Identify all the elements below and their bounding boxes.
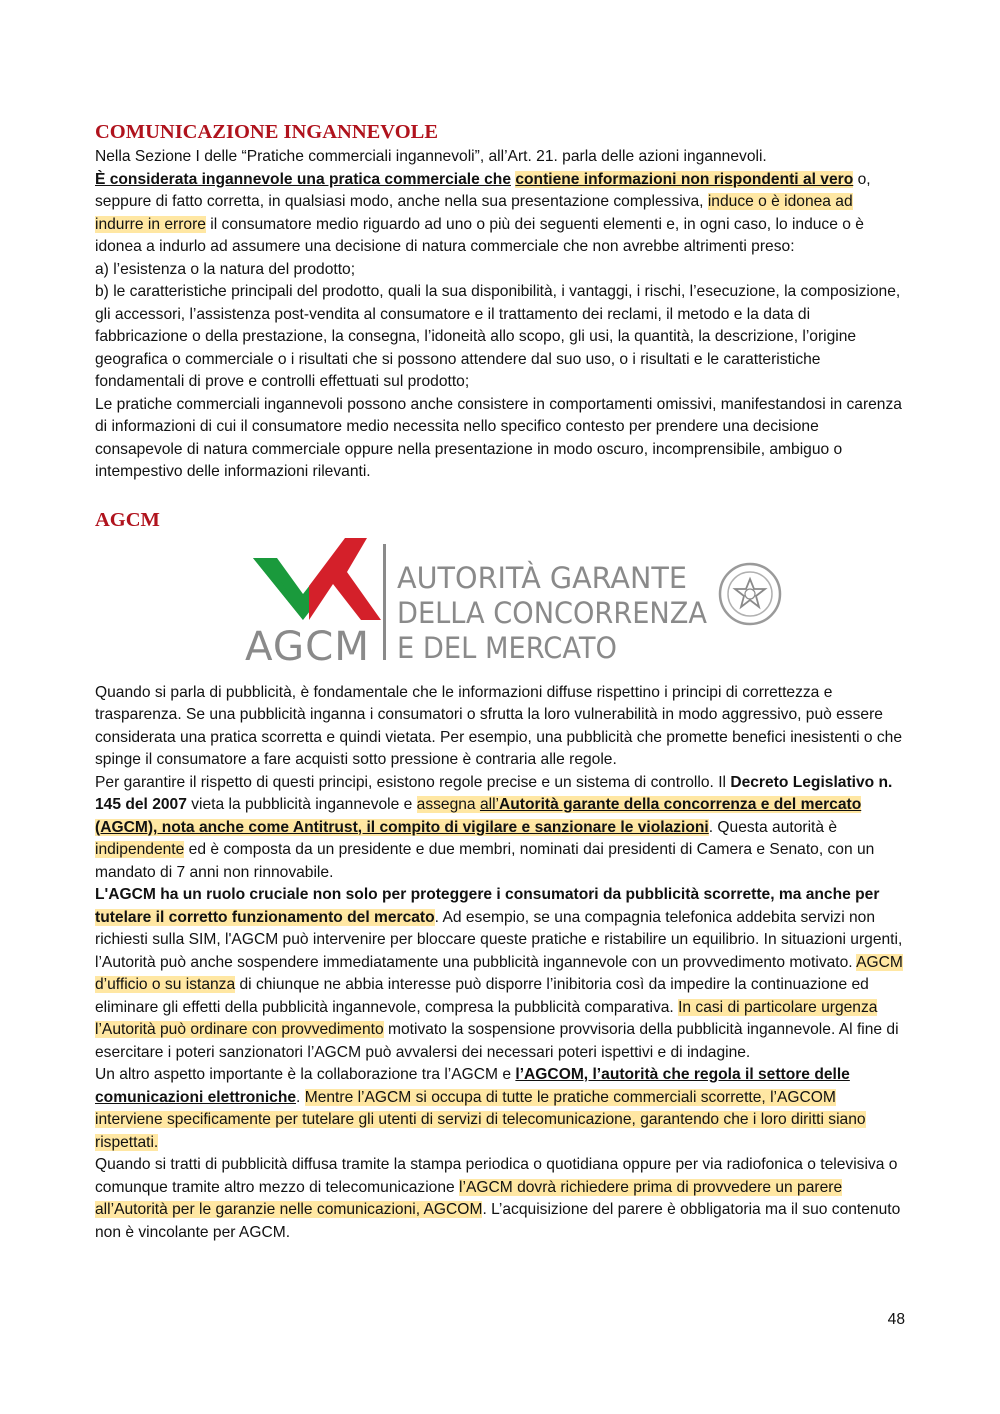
definition-text-1: o, seppure di fatto corretta, in qualsiasi modo, anche nella sua presentazione complessiva, xyxy=(95,170,871,210)
agcm-logo-graphic xyxy=(245,536,785,666)
agcom-definition: l’AGCOM, l’autorità che regola il settore delle comunicazioni elettroniche xyxy=(95,1066,850,1106)
highlight-misleading: induce o è idonea ad indurre in errore xyxy=(95,193,853,233)
opinion-paragraph: Quando si tratti di pubblicità diffusa tramite la stampa periodica o quotidiana oppure per via radiofonica o televisiva o comunque tramite altro mezzo di telecomunicazione l’AGCM dovrà richiedere prima di provvedere un parere all’Autorità per le garanzie nelle comunicazioni, AGCOM. L’acquisizione del parere è obbligatoria ma il suo contenuto non è vincolante per AGCM. xyxy=(95,1156,901,1241)
section-heading-agcm: AGCM xyxy=(95,508,160,531)
section-heading-comunicazione: COMUNICAZIONE INGANNEVOLE xyxy=(95,121,438,143)
page-number: 48 xyxy=(887,1311,905,1328)
definition-paragraph xyxy=(95,169,905,259)
agcom-paragraph: Un altro aspetto importante è la collaborazione tra l’AGCM e l’AGCOM, l’autorità che regola il settore delle comunicazioni elettroniche. Mentre l’AGCM si occupa di tutte le pratiche commerciali scorrette, l’AGCOM interviene specificamente per tutelare gli utenti di servizi di telecomunicazione, garantendo che i loro diritti siano rispettati. xyxy=(95,1066,866,1151)
decree-paragraph: Per garantire il rispetto di questi principi, esistono regole precise e un sistema di controllo. Il Decreto Legislativo n. 145 del 2007 vieta la pubblicità ingannevole e assegna all’Autorità garante della concorrenza e del mercato (AGCM), nota anche come Antitrust, il compito di vigilare e sanzionare le violazioni. Questa autorità è indipendente ed è composta da un presidente e due membri, nominati dai presidenti di Camera e Senato, con un mandato di 7 anni non rinnovabile. xyxy=(95,773,893,881)
highlight-ufficio: AGCM d’ufficio o su istanza xyxy=(95,953,903,993)
highlight-agcm-role: Autorità garante della concorrenza e del mercato (AGCM), nota anche come Antitrust, il compito di vigilare e sanzionare le violazioni xyxy=(95,796,862,836)
intro-paragraph: Nella Sezione I delle “Pratiche commerciali ingannevoli”, all’Art. 21. parla delle azioni ingannevoli. xyxy=(95,148,767,165)
definition-lead: È considerata ingannevole una pratica commerciale che xyxy=(95,170,511,188)
highlight-urgency: In casi di particolare urgenza l’Autorità può ordinare con provvedimento xyxy=(95,998,878,1038)
list-item-b: b) le caratteristiche principali del prodotto, quali la sua disponibilità, i vantaggi, i rischi, l’esecuzione, la composizione, gli accessori, l’assistenza post-vendita al consumatore e il trattamento dei reclami, il metodo e la data di fabbricazione o della prestazione, la consegna, l’idoneità allo scopo, gli usi, la quantità, la descrizione, l’origine geografica o commerciale o i risultati che si possono attendere dal suo uso, o i risultati e le caratteristiche fondamentali di prove e controlli effettuati sul prodotto; xyxy=(95,283,901,390)
logo-red-mark xyxy=(309,538,381,620)
highlight-agcom-role: Mentre l’AGCM si occupa di tutte le pratiche commerciali scorrette, l’AGCOM interviene specificamente per tutelare gli utenti di servizi di telecomunicazione, garantendo che i loro diritti siano rispettati. xyxy=(95,1088,866,1151)
definition-text-2: il consumatore medio riguardo ad uno o più dei seguenti elementi e, in ogni caso, lo induce o è idonea a indurlo ad assumere una decisione di natura commerciale che non avrebbe altrimenti preso: xyxy=(95,215,864,255)
advertising-paragraph: Quando si parla di pubblicità, è fondamentale che le informazioni diffuse rispettino i principi di correttezza e trasparenza. Se una pubblicità inganna i consumatori o sfrutta la loro vulnerabilità in modo aggressivo, può essere considerata una pratica scorretta e quindi vietata. Per esempio, una pubblicità che promette benefici inesistenti o che spinge il consumatore a fare acquisti sotto pressione è contraria alle regole. xyxy=(95,683,903,768)
highlight-assign: assegna xyxy=(416,796,480,813)
list-item-a: a) l’esistenza o la natura del prodotto; xyxy=(95,260,356,278)
logo-divider xyxy=(383,544,386,660)
highlight-false-info: contiene informazioni non rispondenti al vero xyxy=(515,170,854,188)
logo-line-1: AUTORITÀ GARANTE xyxy=(397,560,687,595)
highlight-independent: indipendente xyxy=(95,841,185,858)
logo-acronym: AGCM xyxy=(245,623,370,666)
agcm-role-paragraph: L'AGCM ha un ruolo cruciale non solo per proteggere i consumatori da pubblicità scorrette, ma anche per tutelare il corretto funzionamento del mercato. Ad esempio, se una compagnia telefonica addebita servizi non richiesti sulla SIM, l'AGCM può intervenire per bloccare queste pratiche e ristabilire un equilibrio. In situazioni urgenti, l’Autorità può anche sospendere immediatamente una pubblicità ingannevole con un provvedimento motivato. AGCM d’ufficio o su istanza di chiunque ne abbia interesse può disporre l’inibitoria così da impedire la continuazione ed eliminare gli effetti della pubblicità ingannevole, compresa la pubblicità comparativa. In casi di particolare urgenza l’Autorità può ordinare con provvedimento motivato la sospensione provvisoria della pubblicità ingannevole. Al fine di esercitare i poteri sanzionatori l’AGCM può avvalersi dei necessari poteri ispettivi e di indagine. xyxy=(95,886,903,1061)
logo-line-3: E DEL MERCATO xyxy=(397,630,617,665)
highlight-opinion: l’AGCM dovrà richiedere prima di provvedere un parere all’Autorità per le garanzie nelle comunicazioni, AGCOM xyxy=(95,1178,843,1218)
logo-line-2: DELLA CONCORRENZA xyxy=(397,595,708,630)
decree-name: Decreto Legislativo n. 145 del 2007 xyxy=(95,773,893,813)
agcm-logo xyxy=(95,536,905,674)
document-page xyxy=(95,118,905,1244)
italian-republic-emblem-icon xyxy=(720,564,780,624)
highlight-market: tutelare il corretto funzionamento del mercato xyxy=(95,908,435,926)
omission-paragraph: Le pratiche commerciali ingannevoli possono anche consistere in comportamenti omissivi, manifestandosi in carenza di informazioni di cui il consumatore medio necessita nello specifico contesto per prendere una decisione consapevole di natura commerciale oppure nella presentazione in modo oscuro, incomprensibile, ambiguo o intempestivo delle informazioni rilevanti. xyxy=(95,395,902,480)
